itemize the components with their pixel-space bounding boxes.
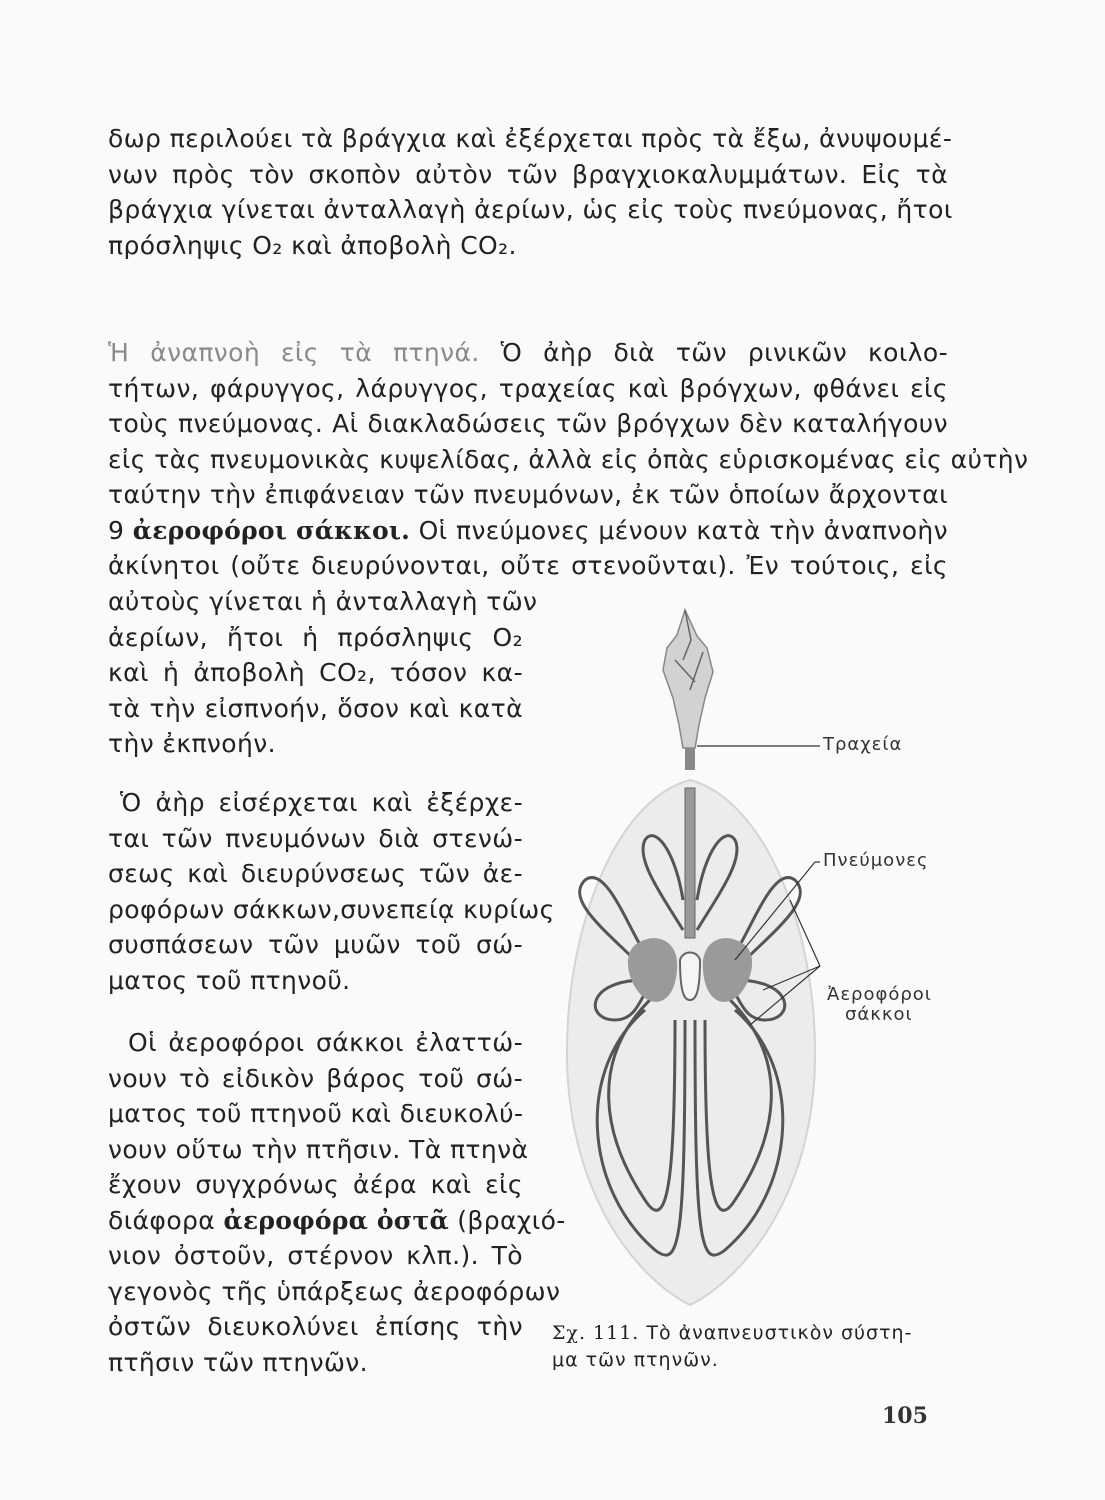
intro-paragraph [108,121,953,263]
text-line: ἀκίνητοι (οὔτε διευρύνονται, οὔτε στενοῦνται). Ἐν τούτοις, εἰς [108,551,948,580]
figure-caption [552,1320,962,1374]
text-line: σεως καὶ διευρύνσεως τῶν ἀε- [108,859,523,888]
birds-paragraph [108,335,1029,584]
text-line: νιον ὀστοῦν, στέρνον κλπ.). Τὸ [108,1241,523,1270]
text-line: ἔχουν συγχρόνως ἀέρα καὶ εἰς [108,1170,523,1199]
text-line: ἀερίων, ἤτοι ἡ πρόσληψις O₂ [108,622,523,652]
text-line: τὰ τὴν εἰσπνοήν, ὅσον καὶ κατὰ [108,693,523,723]
text-span: (βραχιό- [448,1205,566,1235]
text-line: πρόσληψις O₂ καὶ ἀποβολὴ CO₂. [108,230,517,260]
text-span: Οἱ πνεύμονες μένουν κατὰ τὴν ἀναπνοὴν [410,515,949,545]
text-line: συσπάσεων τῶν μυῶν τοῦ σώ- [108,930,523,959]
exchange-paragraph [108,584,538,762]
text-line [108,335,948,371]
respiratory-system-figure [545,600,965,1320]
text-line: ματος τοῦ πτηνοῦ. [108,965,351,995]
label-air-sacs-1: Ἀεροφόροι [827,984,932,1005]
text-line: νων πρὸς τὸν σκοπὸν αὐτὸν τῶν βραγχιοκαλυμμάτων. Εἰς τὰ [108,159,948,189]
label-lungs: Πνεύμονες [823,850,929,871]
bold-term: ἀεροφόροι σάκκοι. [132,515,411,545]
text-line: εἰς τὰς πνευμονικὰς κυψελίδας, ἀλλὰ εἰς ὀπὰς εὑρισκομένας εἰς αὐτὴν [108,444,1029,474]
text-line: τὴν ἐκπνοήν. [108,729,276,758]
text-line [108,1203,566,1239]
air-sacs-paragraph [108,1025,566,1380]
respiratory-diagram [545,600,965,1320]
caption-text: Τὸ ἀναπνευστικὸν σύστη- [639,1322,913,1344]
caption-line [552,1320,962,1347]
text-line: Οἱ ἀεροφόροι σάκκοι ἐλαττώ- [128,1028,523,1057]
section-heading: Ἡ ἀναπνοὴ εἰς τὰ πτηνά. [108,338,480,367]
text-line: νουν οὕτω τὴν πτῆσιν. Τὰ πτηνὰ [108,1134,529,1164]
text-line: πτῆσιν τῶν πτηνῶν. [108,1347,369,1377]
text-line: δωρ περιλούει τὰ βράγχια καὶ ἐξέρχεται πρὸς τὰ ἔξω, ἀνυψουμέ- [108,124,953,153]
text-line: ροφόρων σάκκων,συνεπείᾳ κυρίως [108,894,555,924]
text-line: αὐτοὺς γίνεται ἡ ἀνταλλαγὴ τῶν [108,587,538,616]
text-line: τοὺς πνεύμονας. Αἱ διακλαδώσεις τῶν βρόγχων δὲν καταλήγουν [108,409,948,438]
page-number: 105 [882,1403,928,1429]
label-air-sacs-2: σάκκοι [845,1004,913,1025]
text-line: ταύτην τὴν ἐπιφάνειαν τῶν πνευμόνων, ἐκ τῶν ὁποίων ἄρχονται [108,480,948,509]
text-span: 9 [108,515,133,545]
label-trachea: Τραχεία [823,734,903,755]
text-line: Ὁ ἀὴρ εἰσέρχεται καὶ ἐξέρχε- [120,788,523,817]
airflow-paragraph [108,785,555,998]
text-line: ὀστῶν διευκολύνει ἐπίσης τὴν [108,1312,523,1341]
figure-number: Σχ. 111. [552,1322,640,1344]
text-line: νουν τὸ εἰδικὸν βάρος τοῦ σώ- [108,1063,523,1093]
text-line: ται τῶν πνευμόνων διὰ στενώ- [108,823,523,853]
text-line: γεγονὸς τῆς ὑπάρξεως ἀεροφόρων [108,1276,561,1306]
trachea-drawing [685,748,695,770]
text-span: Ὁ ἀὴρ διὰ τῶν ρινικῶν κοιλο- [479,338,949,367]
text-line: καὶ ἡ ἀποβολὴ CO₂, τόσον κα- [108,658,523,687]
caption-line: μα τῶν πτηνῶν. [552,1349,719,1371]
text-line: βράγχια γίνεται ἀνταλλαγὴ ἀερίων, ὡς εἰς τοὺς πνεύμονας, ἤτοι [108,195,953,224]
text-line: τήτων, φάρυγγος, λάρυγγος, τραχείας καὶ βρόγχων, φθάνει εἰς [108,373,948,403]
bold-term: ἀεροφόρα ὀστᾶ [223,1205,449,1235]
bird-head-drawing [663,610,713,748]
text-line: ματος τοῦ πτηνοῦ καὶ διευκολύ- [108,1099,524,1128]
text-span: διάφορα [108,1205,224,1235]
text-line [108,513,948,549]
